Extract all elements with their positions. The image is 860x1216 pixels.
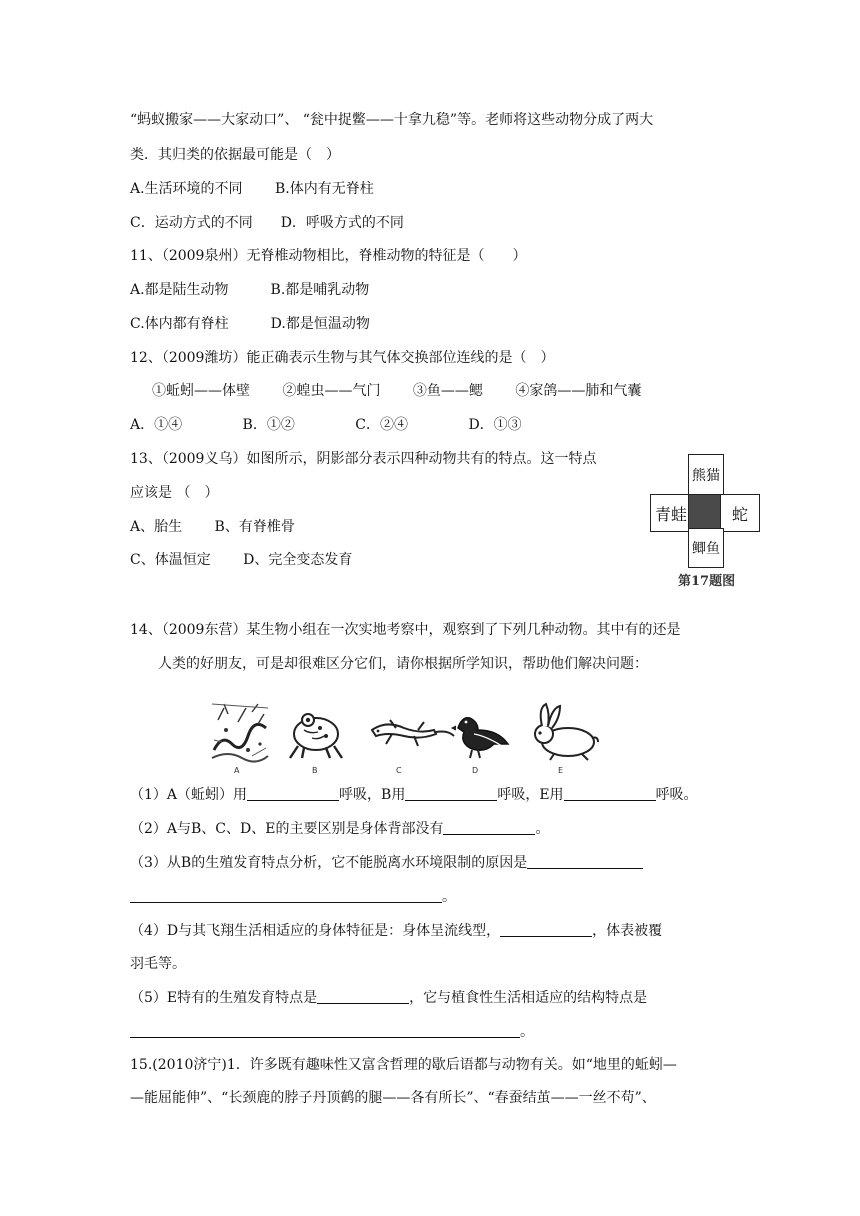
sub-question-1: （1）A（蚯蚓）用 呼吸，B用 呼吸，E用 呼吸。 <box>130 787 698 803</box>
answer-blank[interactable] <box>247 786 339 801</box>
animal-label: E <box>558 766 564 775</box>
answer-blank[interactable] <box>564 786 656 801</box>
sub-question-5-cont: 。 <box>130 1022 534 1042</box>
sub-question-4: （4）D与其飞翔生活相适应的身体特征是：身体呈流线型， ，体表被覆 <box>130 923 663 939</box>
answer-blank[interactable] <box>317 989 409 1004</box>
question-13: 13、（2009义乌）如图所示，阴影部分表示四种动物共有的特点。这一特点 <box>130 451 597 467</box>
option-line: A．①④ B．①② C．②④ D．①③ <box>130 417 522 433</box>
rabbit-icon <box>535 704 598 760</box>
sub-question-3: （3）从B的生殖发育特点分析，它不能脱离水环境限制的原因是 <box>130 853 643 873</box>
animals-svg <box>208 700 608 766</box>
answer-blank[interactable] <box>500 922 592 937</box>
text-line: —能屈能伸”、“长颈鹿的脖子丹顶鹤的腿——各有所长”、“春蚕结茧——一丝不苟”、 <box>130 1090 656 1106</box>
answer-blank[interactable] <box>130 1023 520 1038</box>
option-line: C.体内都有脊柱 D.都是恒温动物 <box>130 316 370 332</box>
sub-question-3-cont: 。 <box>130 887 456 907</box>
answer-blank[interactable] <box>527 854 643 869</box>
question-11: 11、（2009泉州）无脊椎动物相比，脊椎动物的特征是（ ） <box>130 248 527 264</box>
animal-label: B <box>312 766 318 775</box>
option-line: A、胎生 B、有脊椎骨 <box>130 519 295 535</box>
option-line: C、体温恒定 D、完全变态发育 <box>130 552 353 568</box>
question-12: 12、（2009潍坊）能正确表示生物与其气体交换部位连线的是（ ） <box>130 350 555 366</box>
earthworm-icon <box>210 702 270 762</box>
question-15: 15.(2010济宁)1．许多既有趣味性又富含哲理的歇后语都与动物有关。如“地里的蚯蚓— <box>130 1057 677 1073</box>
cell-bottom: 鲫鱼 <box>688 528 724 568</box>
question-14: 14、（2009东营）某生物小组在一次实地考察中，观察到了下列几种动物。其中有的还是 <box>130 622 681 638</box>
answer-blank[interactable] <box>405 786 497 801</box>
answer-blank[interactable] <box>130 888 442 903</box>
option-line: C．运动方式的不同 D．呼吸方式的不同 <box>130 215 404 231</box>
venn-cross-diagram <box>650 454 762 590</box>
text-line: 应该是 （ ） <box>130 485 219 501</box>
pigeon-icon <box>452 718 508 758</box>
animal-label: A <box>234 766 240 775</box>
text-line: 羽毛等。 <box>130 956 186 972</box>
cell-right: 蛇 <box>720 494 760 532</box>
frog-icon <box>290 714 342 758</box>
animal-label: C <box>396 766 402 775</box>
cell-top: 熊猫 <box>688 454 724 498</box>
sub-question-2: （2）A与B、C、D、E的主要区别是身体背部没有 。 <box>130 821 550 837</box>
text-line: “蚂蚁搬家——大家动口”、 “瓮中捉鳖——十拿九稳”等。老师将这些动物分成了两大 <box>130 112 654 128</box>
answer-blank[interactable] <box>443 820 535 835</box>
option-line: A.都是陆生动物 B.都是哺乳动物 <box>130 282 370 298</box>
text-line: 类．其归类的依据最可能是（ ） <box>130 147 340 163</box>
figure-caption: 第17题图 <box>678 574 736 589</box>
text-line: 人类的好朋友，可是却很难区分它们，请你根据所学知识，帮助他们解决问题： <box>158 656 648 672</box>
cell-shaded <box>688 494 724 532</box>
option-line: A.生活环境的不同 B.体内有无脊柱 <box>130 181 374 197</box>
sub-question-5: （5）E特有的生殖发育特点是 ，它与植食性生活相适应的结构特点是 <box>130 990 648 1006</box>
lizard-icon <box>372 720 454 746</box>
animal-illustrations <box>208 700 608 780</box>
cell-left: 青蛙 <box>650 494 692 532</box>
animal-label: D <box>472 766 479 775</box>
text-line: ①蚯蚓——体壁 ②蝗虫——气门 ③鱼——鳃 ④家鸽——肺和气囊 <box>152 383 642 399</box>
